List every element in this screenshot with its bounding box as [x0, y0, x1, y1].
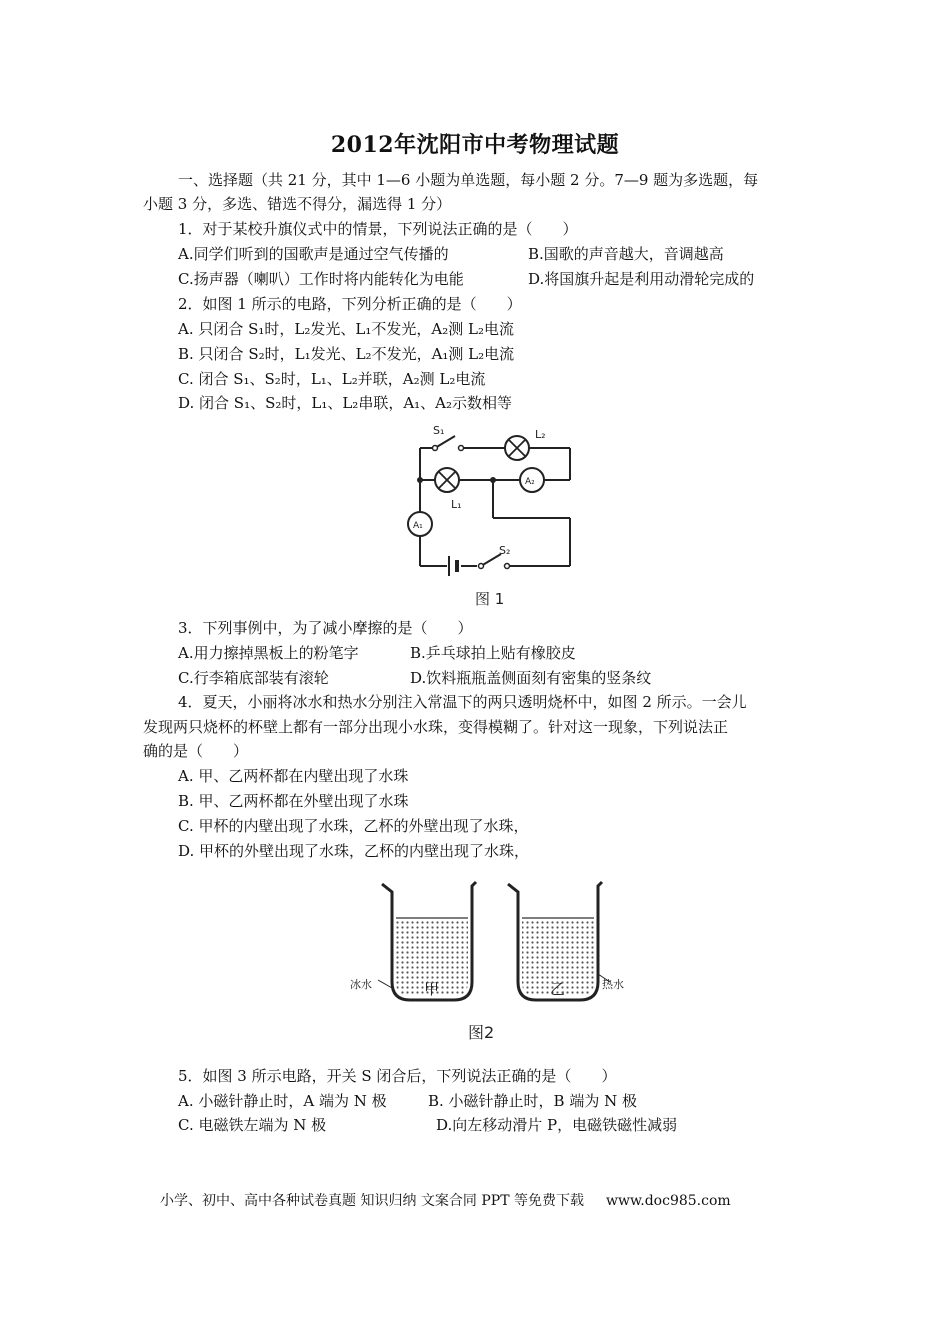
- q2-option-a: A. 只闭合 S₁时，L₂发光、L₁不发光，A₂测 L₂电流: [178, 320, 514, 338]
- footer-text: 小学、初中、高中各种试卷真题 知识归纳 文案合同 PPT 等免费下载: [160, 1193, 584, 1209]
- lamp-l2-symbol: [505, 436, 529, 460]
- q1-option-b: B.国歌的声音越大，音调越高: [528, 245, 724, 263]
- q4-stem-line3: 确的是（ ）: [143, 742, 249, 760]
- q4-option-c: C. 甲杯的内壁出现了水珠，乙杯的外壁出现了水珠，: [178, 817, 529, 835]
- q1-stem: 1．对于某校升旗仪式中的情景，下列说法正确的是（ ）: [178, 220, 578, 238]
- q4-stem-line2: 发现两只烧杯的杯壁上都有一部分出现小水珠，变得模糊了。针对这一现象，下列说法正: [143, 718, 729, 736]
- switch-s1-blade: [435, 436, 455, 448]
- label-s1: S₁: [433, 424, 445, 437]
- q2-stem: 2．如图 1 所示的电路，下列分析正确的是（ ）: [178, 295, 522, 313]
- q2-option-c: C. 闭合 S₁、S₂时，L₁、L₂并联，A₂测 L₂电流: [178, 370, 486, 388]
- footer-url[interactable]: www.doc985.com: [605, 1193, 731, 1209]
- q5-option-d: D.向左移动滑片 P，电磁铁磁性减弱: [436, 1116, 678, 1134]
- figure-2-beakers: [340, 870, 630, 1055]
- label-a1: A₁: [413, 521, 423, 531]
- section-intro-line1: 一、选择题（共 21 分，其中 1—6 小题为单选题，每小题 2 分。7—9 题为多选题，每: [178, 171, 759, 189]
- q5-option-a: A. 小磁针静止时，A 端为 N 极: [178, 1092, 387, 1110]
- q4-stem-line1: 4．夏天，小丽将冰水和热水分别注入常温下的两只透明烧杯中，如图 2 所示。一会儿: [178, 693, 747, 711]
- lamp-l1-symbol: [435, 468, 459, 492]
- label-jia: 甲: [424, 980, 440, 998]
- q5-option-b: B. 小磁针静止时，B 端为 N 极: [428, 1092, 638, 1110]
- q5-stem: 5．如图 3 所示电路，开关 S 闭合后，下列说法正确的是（ ）: [178, 1067, 617, 1085]
- label-ice-water: 冰水: [350, 978, 372, 991]
- footer: [160, 1190, 731, 1210]
- figure-1-caption: 图 1: [475, 590, 505, 608]
- figure-2-caption: 图2: [468, 1023, 495, 1042]
- page-title: 2012年沈阳市中考物理试题: [330, 132, 620, 158]
- q4-option-b: B. 甲、乙两杯都在外壁出现了水珠: [178, 792, 409, 810]
- q2-option-d: D. 闭合 S₁、S₂时，L₁、L₂串联，A₁、A₂示数相等: [178, 394, 513, 412]
- q1-option-d: D.将国旗升起是利用动滑轮完成的: [528, 270, 755, 288]
- q5-option-c: C. 电磁铁左端为 N 极: [178, 1116, 327, 1134]
- label-a2: A₂: [525, 477, 535, 487]
- q3-option-b: B.乒乓球拍上贴有橡胶皮: [410, 644, 576, 662]
- label-l2: L₂: [535, 428, 546, 441]
- q3-option-a: A.用力擦掉黑板上的粉笔字: [178, 644, 359, 662]
- figure-1-circuit: [395, 418, 590, 613]
- label-hot-water: 热水: [602, 978, 624, 991]
- q4-option-a: A. 甲、乙两杯都在内壁出现了水珠: [178, 767, 409, 785]
- q3-option-d: D.饮料瓶瓶盖侧面刻有密集的竖条纹: [410, 669, 652, 687]
- q2-option-b: B. 只闭合 S₂时，L₁发光、L₂不发光，A₁测 L₂电流: [178, 345, 515, 363]
- section-intro-line2: 小题 3 分，多选、错选不得分，漏选得 1 分）: [143, 195, 452, 213]
- q1-option-a: A.同学们听到的国歌声是通过空气传播的: [178, 245, 449, 263]
- switch-s2-blade: [481, 554, 501, 566]
- label-s2: S₂: [499, 544, 511, 557]
- label-yi: 乙: [550, 980, 566, 998]
- q4-option-d: D. 甲杯的外壁出现了水珠，乙杯的内壁出现了水珠，: [178, 842, 530, 860]
- label-l1: L₁: [451, 498, 462, 511]
- q3-option-c: C.行李箱底部装有滚轮: [178, 669, 329, 687]
- q1-option-c: C.扬声器（喇叭）工作时将内能转化为电能: [178, 270, 464, 288]
- q3-stem: 3．下列事例中，为了减小摩擦的是（ ）: [178, 619, 473, 637]
